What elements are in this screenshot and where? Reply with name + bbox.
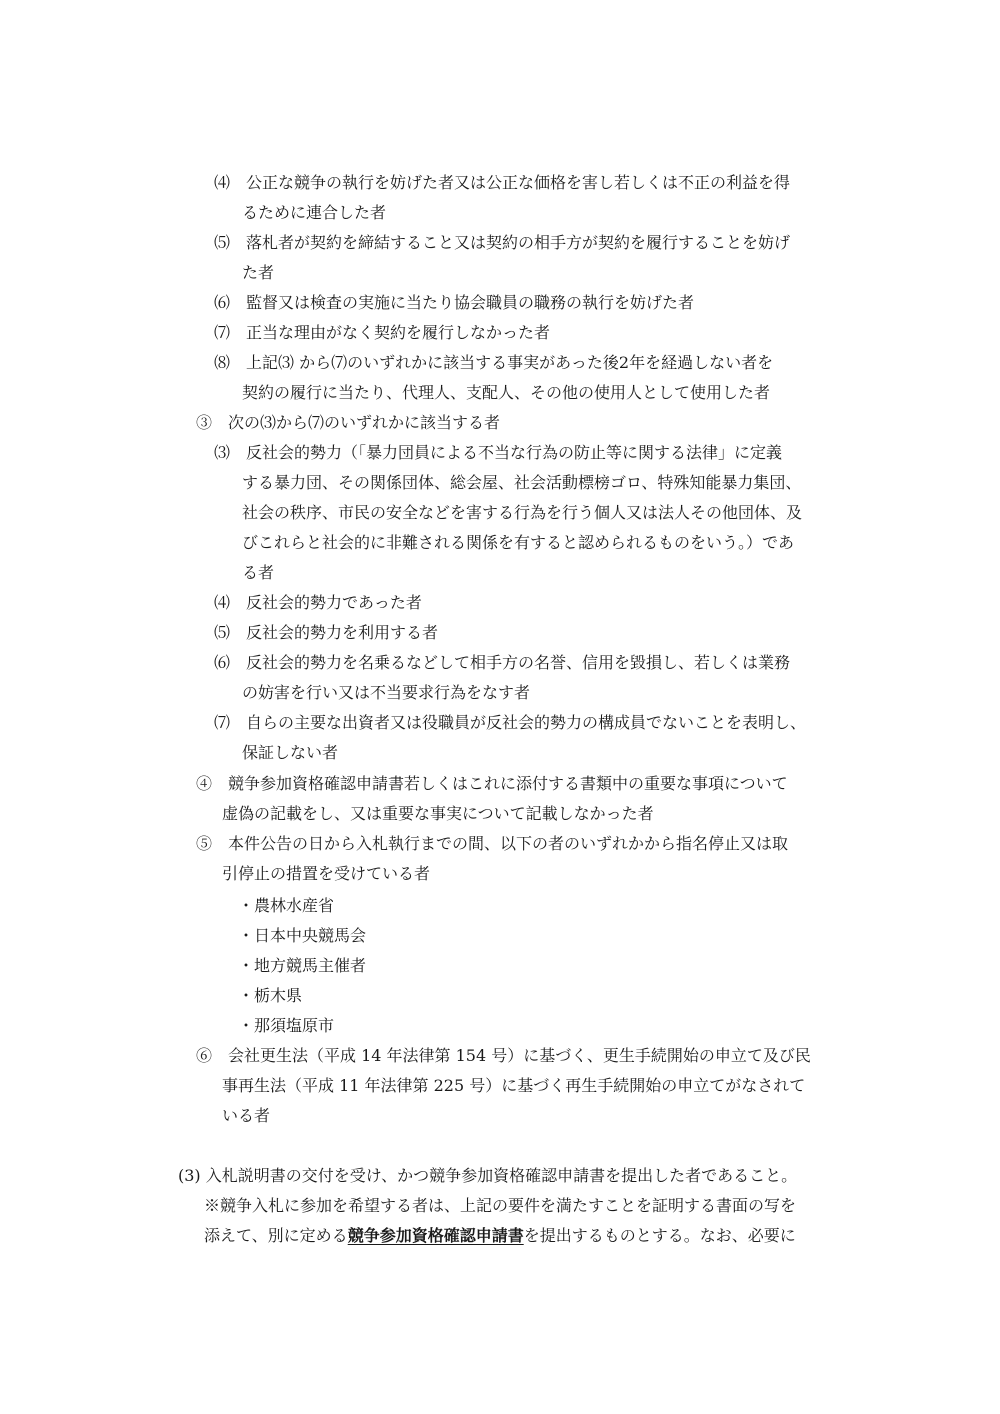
item-4-line-2: 虚偽の記載をし、又は重要な事実について記載しなかった者 <box>222 804 654 823</box>
note-text-after: を提出するものとする。なお、必要に <box>523 1226 796 1245</box>
item-u-line-2: た者 <box>242 263 275 282</box>
item-4-line-1: ④ 競争参加資格確認申請書若しくはこれに添付する書類中の重要な事項について <box>196 774 788 793</box>
section-3-note-line-2 <box>204 1226 796 1246</box>
item-6-line-1: ⑥ 会社更生法（平成 14 年法律第 154 号）に基づく、更生手続開始の申立て及び民 <box>196 1046 811 1065</box>
item-3a-line-2: する暴力団、その関係団体、総会屋、社会活動標榜ゴロ、特殊知能暴力集団、 <box>242 473 802 492</box>
item-3i-line-1: ⑷ 反社会的勢力であった者 <box>214 593 422 612</box>
item-i-line-2: るために連合した者 <box>242 203 387 222</box>
item-3e-line-1: ⑹ 反社会的勢力を名乗るなどして相手方の名誉、信用を毀損し、若しくは業務 <box>214 653 791 672</box>
item-3a-line-5: る者 <box>242 563 275 582</box>
bullet-item: ・那須塩原市 <box>238 1016 335 1035</box>
item-ka-line-1: ⑻ 上記⑶ から⑺のいずれかに該当する事実があった後2年を経過しない者を <box>214 353 774 372</box>
item-o-line-1: ⑺ 正当な理由がなく契約を履行しなかった者 <box>214 323 551 342</box>
item-3o-line-2: 保証しない者 <box>242 743 339 762</box>
bullet-item: ・日本中央競馬会 <box>238 926 367 945</box>
item-6-line-2: 事再生法（平成 11 年法律第 225 号）に基づく再生手続開始の申立てがなされて <box>222 1076 806 1095</box>
item-ka-line-2: 契約の履行に当たり、代理人、支配人、その他の使用人として使用した者 <box>242 383 771 402</box>
item-5-line-1: ⑤ 本件公告の日から入札執行までの間、以下の者のいずれかから指名停止又は取 <box>196 834 789 853</box>
item-3-heading: ③ 次の⑶から⑺のいずれかに該当する者 <box>196 413 501 432</box>
item-3a-line-1: ⑶ 反社会的勢力（「暴力団員による不当な行為の防止等に関する法律」に定義 <box>214 443 783 462</box>
item-3a-line-3: 社会の秩序、市民の安全などを害する行為を行う個人又は法人その他団体、及 <box>242 503 803 522</box>
item-3a-line-4: びこれらと社会的に非難される関係を有すると認められるものをいう。）であ <box>242 533 795 552</box>
item-e-line-1: ⑹ 監督又は検査の実施に当たり協会職員の職務の執行を妨げた者 <box>214 293 695 312</box>
bullet-item: ・農林水産省 <box>238 896 335 915</box>
bullet-item: ・地方競馬主催者 <box>238 956 367 975</box>
bullet-item: ・栃木県 <box>238 986 303 1005</box>
item-u-line-1: ⑸ 落札者が契約を締結すること又は契約の相手方が契約を履行することを妨げ <box>214 233 791 252</box>
item-3e-line-2: の妨害を行い又は不当要求行為をなす者 <box>242 683 531 702</box>
item-i-line-1: ⑷ 公正な競争の執行を妨げた者又は公正な価格を害し若しくは不正の利益を得 <box>214 173 791 192</box>
section-3-heading: (3) 入札説明書の交付を受け、かつ競争参加資格確認申請書を提出した者であること。 <box>178 1166 798 1185</box>
item-3u-line-1: ⑸ 反社会的勢力を利用する者 <box>214 623 439 642</box>
item-3o-line-1: ⑺ 自らの主要な出資者又は役職員が反社会的勢力の構成員でないことを表明し、 <box>214 713 807 732</box>
section-3-note-line-1: ※競争入札に参加を希望する者は、上記の要件を満たすことを証明する書面の写を <box>204 1196 797 1215</box>
item-6-line-3: いる者 <box>222 1106 271 1125</box>
note-text-before: 添えて、別に定める <box>204 1226 348 1245</box>
application-form-name: 競争参加資格確認申請書 <box>347 1226 524 1245</box>
item-5-line-2: 引停止の措置を受けている者 <box>222 864 431 883</box>
